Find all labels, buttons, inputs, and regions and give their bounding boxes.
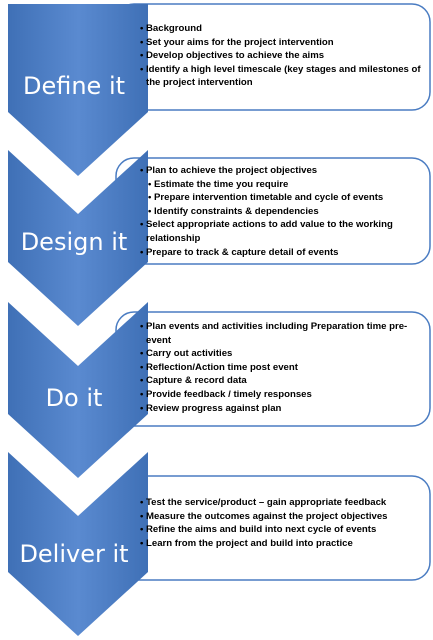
bullet-item: • Carry out activities (140, 347, 428, 361)
stage-2-bullet-list (140, 164, 428, 259)
stage-4-bullet-list (140, 496, 428, 550)
stage-2-title: Design it (20, 228, 128, 256)
bullet-item: • Background (140, 22, 428, 36)
bullet-item: • Select appropriate actions to add value to the working relationship (140, 218, 428, 245)
bullet-item: • Learn from the project and build into practice (140, 537, 428, 551)
stage-3-title: Do it (45, 384, 103, 412)
bullet-item: • Develop objectives to achieve the aims (140, 49, 428, 63)
bullet-item: • Refine the aims and build into next cycle of events (140, 523, 428, 537)
stage-1-title: Define it (22, 72, 126, 100)
bullet-item: • Provide feedback / timely responses (140, 388, 428, 402)
bullet-item: • Identify a high level timescale (key stages and milestones of the project intervention (140, 63, 428, 90)
stage-4-title: Deliver it (19, 540, 129, 568)
bullet-item: • Set your aims for the project intervention (140, 36, 428, 50)
stage-1-bullet-list (140, 22, 428, 90)
bullet-item: • Plan to achieve the project objectives (140, 164, 428, 178)
bullet-item: • Capture & record data (140, 374, 428, 388)
sub-bullet-item: • Identify constraints & dependencies (140, 205, 428, 219)
bullet-item: • Reflection/Action time post event (140, 361, 428, 375)
bullet-item: • Plan events and activities including Preparation time pre-event (140, 320, 428, 347)
sub-bullet-item: • Estimate the time you require (140, 178, 428, 192)
sub-bullet-item: • Prepare intervention timetable and cycle of events (140, 191, 428, 205)
bullet-item: • Measure the outcomes against the project objectives (140, 510, 428, 524)
stage-3-bullet-list (140, 320, 428, 415)
bullet-item: • Review progress against plan (140, 402, 428, 416)
bullet-item: • Prepare to track & capture detail of events (140, 246, 428, 260)
bullet-item: • Test the service/product – gain appropriate feedback (140, 496, 428, 510)
